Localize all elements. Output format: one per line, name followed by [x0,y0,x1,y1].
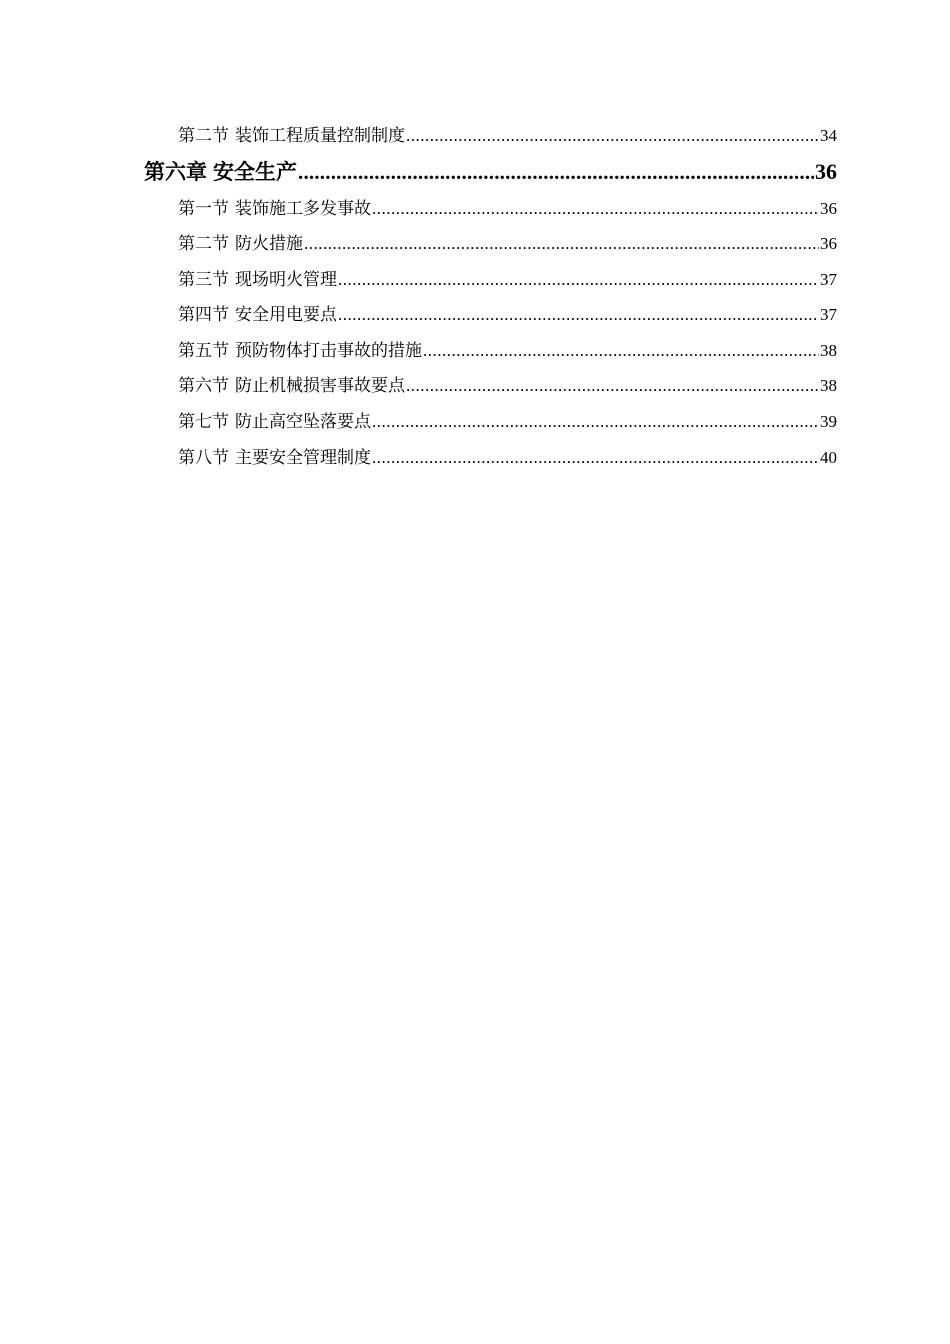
toc-entry-label: 第八节 [178,448,229,468]
toc-entry-title [178,124,405,148]
toc-entry-text: 装饰工程质量控制制度 [235,126,405,146]
toc-entry-text: 装饰施工多发事故 [235,199,371,219]
dot-leader [372,197,819,221]
dot-leader [298,158,814,186]
toc-entry-label: 第三节 [178,270,229,290]
toc-entry-title [178,410,371,434]
toc-entry-text: 防止高空坠落要点 [235,412,371,432]
toc-page-number: 36 [815,159,837,184]
toc-entry-label: 第六章 [144,160,207,184]
toc-page-number: 34 [820,126,837,145]
toc-entry-label: 第二节 [178,126,229,146]
toc-entry-title [144,158,297,186]
toc-entry-text: 安全生产 [213,160,297,184]
dot-leader [304,232,819,256]
toc-entry-text: 主要安全管理制度 [235,448,371,468]
toc-entry-title [178,197,371,221]
toc-entry-title [178,374,405,398]
toc-entry-text: 预防物体打击事故的措施 [235,341,422,361]
toc-entry-title [178,268,337,292]
toc-page-number: 39 [820,412,837,431]
toc-page-number: 40 [820,448,837,467]
dot-leader [338,268,819,292]
toc-entry-section[interactable] [178,303,837,327]
toc-entry-label: 第一节 [178,199,229,219]
toc-page-number: 37 [820,305,837,324]
toc-entry-section[interactable] [178,232,837,256]
toc-page-number: 37 [820,270,837,289]
dot-leader [338,303,819,327]
dot-leader [372,446,819,470]
toc-entry-chapter[interactable] [144,158,837,186]
toc-entry-section[interactable] [178,410,837,434]
toc-entry-text: 防火措施 [235,234,303,254]
toc-entry-label: 第六节 [178,376,229,396]
toc-page-number: 38 [820,376,837,395]
toc-entry-section[interactable] [178,339,837,363]
toc-entry-title [178,232,303,256]
dot-leader [423,339,819,363]
toc-entry-label: 第四节 [178,305,229,325]
toc-entry-text: 安全用电要点 [235,305,337,325]
toc-entry-title [178,339,422,363]
dot-leader [406,374,819,398]
toc-entry-label: 第五节 [178,341,229,361]
toc-entry-section[interactable] [178,446,837,470]
toc-entry-section[interactable] [178,268,837,292]
toc-entry-text: 防止机械损害事故要点 [235,376,405,396]
toc-entry-section[interactable] [178,124,837,148]
toc-entry-section[interactable] [178,374,837,398]
toc-entry-section[interactable] [178,197,837,221]
dot-leader [406,124,819,148]
toc-entry-text: 现场明火管理 [235,270,337,290]
toc-entry-title [178,303,337,327]
toc-page-number: 38 [820,341,837,360]
toc-page-number: 36 [820,234,837,253]
toc-page-number: 36 [820,199,837,218]
dot-leader [372,410,819,434]
toc-entry-label: 第七节 [178,412,229,432]
toc-entry-title [178,446,371,470]
toc-entry-label: 第二节 [178,234,229,254]
